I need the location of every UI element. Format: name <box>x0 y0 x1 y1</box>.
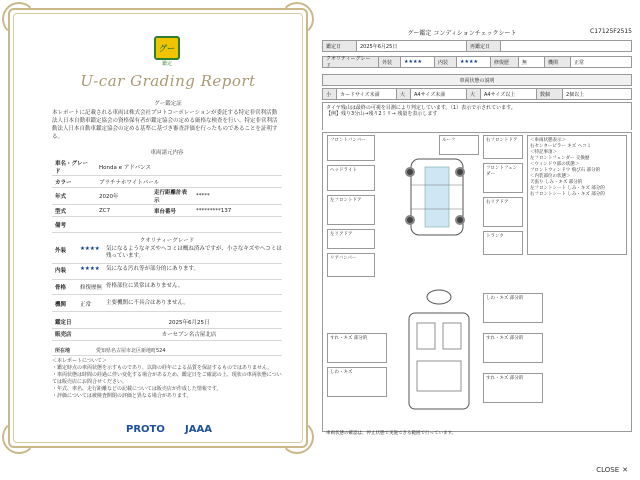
ornament-corner <box>2 420 36 454</box>
diagram-label-box: 左リアドア <box>327 229 375 249</box>
quality-row-exterior <box>52 246 282 264</box>
car-top-view <box>397 155 477 239</box>
remark-line: 左フロントシート しみ・キズ 部分的 <box>530 186 605 191</box>
address-label: 所在地 <box>55 348 71 354</box>
remark-line: ＜特記事項＞ <box>530 150 557 155</box>
sheet-footer-note: 車両状態の確認は、停止状態で実施できる範囲で行っています。 <box>326 431 457 436</box>
date-row <box>322 40 632 52</box>
expiry-value <box>501 41 631 51</box>
diagram-label-box: 左フロントドア <box>327 195 375 225</box>
tire-note: タイヤ残山は最終の可視を目測により判定しています。（1）表示で示されています。 <box>326 105 516 111</box>
spec-value <box>96 217 282 233</box>
diagram-label-box: 右リアドア <box>483 197 523 227</box>
grade-label: 機関 <box>545 57 571 67</box>
diagram-label-box: リアバンパー <box>327 253 375 277</box>
condition-check-sheet <box>322 26 632 440</box>
address-value: 愛知県名古屋市北区新地町524 <box>96 348 166 354</box>
diagram-label-box: ヘッドライト <box>327 165 375 191</box>
report-notes <box>52 348 282 400</box>
table-row <box>52 328 282 340</box>
ornament-corner <box>2 2 36 36</box>
remark-line: 左フロントフェンダー 交換歴 <box>530 156 590 161</box>
diagram-label-box: フロントフェンダー <box>483 163 523 193</box>
spec-value: ***** <box>193 188 282 205</box>
quality-stars: 正常 <box>80 302 92 308</box>
diagram-label-box: フロントバンパー <box>327 135 375 161</box>
quality-text: 気になる汚れ等が部分的にあります。 <box>106 266 200 272</box>
wheel-icon <box>405 215 415 225</box>
logo-subtext: 鑑定 <box>161 61 172 67</box>
remark-line: フロントウィンドウ 飛び石 部分的 <box>530 168 601 173</box>
certificate-statement: 本レポートに記載される車両は株式会社プロトコーポレーションが委託する特定非営利活動法人日本自動車鑑定協会の資格保有者が鑑定協会の定める厳格な検査を行い、特定非営利活動法人日本自動車鑑定協会の定める基準に基づき審査評価を行ったものであることを証明する。 <box>52 110 278 140</box>
proto-logo: PROTO <box>126 424 165 435</box>
grade-label: 内装 <box>435 57 457 67</box>
note-line: ・鑑定時点の車両状態を示すものであり、以降の経年による品質を保証するものではありません。 <box>52 365 273 371</box>
size-a4-over: A4サイズ以上 <box>481 89 537 99</box>
quality-text: 骨格部位に異常はありません。 <box>106 283 184 289</box>
jaaa-logo: JAAA <box>185 424 212 435</box>
date-label: 鑑定日 <box>52 316 96 328</box>
state-title-row <box>322 74 632 86</box>
certificate-title: U-car Grading Report <box>80 72 256 90</box>
table-row <box>52 188 282 205</box>
grading-certificate <box>8 8 308 448</box>
quality-row-engine <box>52 300 282 312</box>
size-card: カードサイズ未満 <box>337 89 397 99</box>
ornament-corner <box>280 2 314 36</box>
count-value: 2個以上 <box>566 91 585 98</box>
wheel-icon <box>455 215 465 225</box>
close-button[interactable] <box>596 466 628 474</box>
date-label: 鑑定日 <box>323 41 357 51</box>
spec-label: 車台番号 <box>151 205 193 217</box>
note-line: ＜本レポートについて＞ <box>52 358 107 364</box>
tire-note-row <box>322 102 632 130</box>
grade-label: 外装 <box>379 57 401 67</box>
table-row <box>52 159 282 176</box>
note-line: ・車両状態は時間の経過に伴い変化する場合があるため、鑑定日をご確認の上、現状の車両状態については販売店にお問合せください。 <box>52 372 282 385</box>
remark-line: ＜内装部位の状態＞ <box>530 174 571 179</box>
quality-label: 機関 <box>55 302 67 308</box>
qg-label: クオリティーグレード <box>323 57 379 67</box>
dealer-table <box>52 316 282 341</box>
interior-label-box: すれ・キズ 部分的 <box>327 333 387 363</box>
spec-label: 走行距離計表示 <box>151 188 193 205</box>
remark-line: 右フロントシート しみ・キズ 部分的 <box>530 192 605 197</box>
spec-section-title: 車両諸元内容 <box>150 150 184 156</box>
table-row <box>52 217 282 233</box>
diagram-label-box: ルーフ <box>439 135 479 155</box>
grade-summary-row <box>322 56 632 68</box>
date-value: 2025年6月25日 <box>96 316 282 328</box>
close-icon: ✕ <box>622 466 628 474</box>
diagram-label-box: 右フロントドア <box>483 135 523 159</box>
store-label: 販売店 <box>52 328 96 340</box>
quality-label: 内装 <box>55 268 67 274</box>
remark-line: ＜ウィンドウ部の状態＞ <box>530 162 580 167</box>
count-label: 数個 <box>537 89 563 99</box>
grade-value: ★★★★ <box>401 57 435 67</box>
table-row <box>52 176 282 188</box>
sheet-title: グー鑑定 コンディションチェックシート <box>407 30 517 37</box>
wheel-icon <box>455 167 465 177</box>
quality-stars: ★★★★ <box>80 246 100 252</box>
table-row <box>52 205 282 217</box>
quality-row-interior <box>52 266 282 280</box>
diagram-label-box: トランク <box>483 231 523 255</box>
spec-table <box>52 159 282 233</box>
spec-label: 年式 <box>52 188 96 205</box>
spec-value: 2020年 <box>96 188 151 205</box>
spec-value: Honda e アドバンス <box>96 159 282 176</box>
spec-value: *********137 <box>193 205 282 217</box>
spec-label: 備考 <box>52 217 96 233</box>
remark-line: 天張り しみ・キズ 部分的 <box>530 180 583 185</box>
quality-text: 気になるようなキズやヘコミは概ね済みですが、小さなキズやヘコミは残っています。 <box>106 246 282 259</box>
sheet-id: C17125F2515 <box>590 28 632 35</box>
store-value: カーセブン名古屋北店 <box>96 328 282 340</box>
interior-label-box: すれ・キズ 部分的 <box>483 333 543 363</box>
remark-line: ＜車両状態表示＞ <box>530 138 566 143</box>
certificate-subtitle: グー鑑定証 <box>154 101 182 107</box>
quality-text: 主要機関に不具合はありません。 <box>106 300 189 306</box>
expiry-label: 再鑑定日 <box>467 41 501 51</box>
damage-diagram <box>322 132 632 432</box>
remarks-box <box>527 135 627 255</box>
grade-value: 無 <box>519 57 545 67</box>
spec-label: 型式 <box>52 205 96 217</box>
interior-label-box: すれ・キズ 部分的 <box>483 373 543 403</box>
size-legend-row <box>322 88 632 100</box>
size-small: 小 <box>323 89 337 99</box>
remark-line: 右センターピラー キズ ヘコミ <box>530 144 592 149</box>
quality-stars: 修復歴無 <box>80 285 103 291</box>
spec-value: プラチナホワイトパール <box>96 176 282 188</box>
size-large: 大 <box>467 89 481 99</box>
interior-outline-icon <box>399 283 479 413</box>
spec-label: カラー <box>52 176 96 188</box>
interior-view <box>399 283 479 413</box>
quality-stars: ★★★★ <box>80 266 100 272</box>
close-label: CLOSE <box>596 466 620 474</box>
address-row <box>52 348 282 356</box>
quality-label: 骨格 <box>55 285 67 291</box>
size-a4: A4サイズ未満 <box>411 89 467 99</box>
grade-label: 修復歴 <box>491 57 519 67</box>
date-value: 2025年6月25日 <box>357 41 467 51</box>
grade-value: 正常 <box>574 59 585 66</box>
note-line: ・年式、車名、走行距離などの記載については販売店が作成した情報です。 <box>52 386 222 392</box>
ornament-corner <box>280 420 314 454</box>
note-line: ・評価については被検査開閉の評価と異なる場合があります。 <box>52 393 192 399</box>
grade-value: ★★★★ <box>457 57 491 67</box>
goo-kantei-logo: グー <box>154 36 180 60</box>
interior-label-box: しわ・キズ 部分的 <box>483 293 543 323</box>
state-title: 車両状態の説明 <box>459 77 495 84</box>
tire-example: 【例】残り3分山→残り2ミリ→ 残量を表示します <box>326 111 438 117</box>
wheel-icon <box>405 167 415 177</box>
table-row <box>52 316 282 328</box>
quality-section-title: クオリティーグレード <box>139 238 195 244</box>
interior-label-box: しわ・キズ <box>327 367 387 397</box>
quality-label: 外装 <box>55 248 67 254</box>
size-mid: 大 <box>397 89 411 99</box>
quality-row-frame <box>52 283 282 295</box>
spec-label: 車名・グレード <box>52 159 96 176</box>
spec-value: ZC7 <box>96 205 151 217</box>
